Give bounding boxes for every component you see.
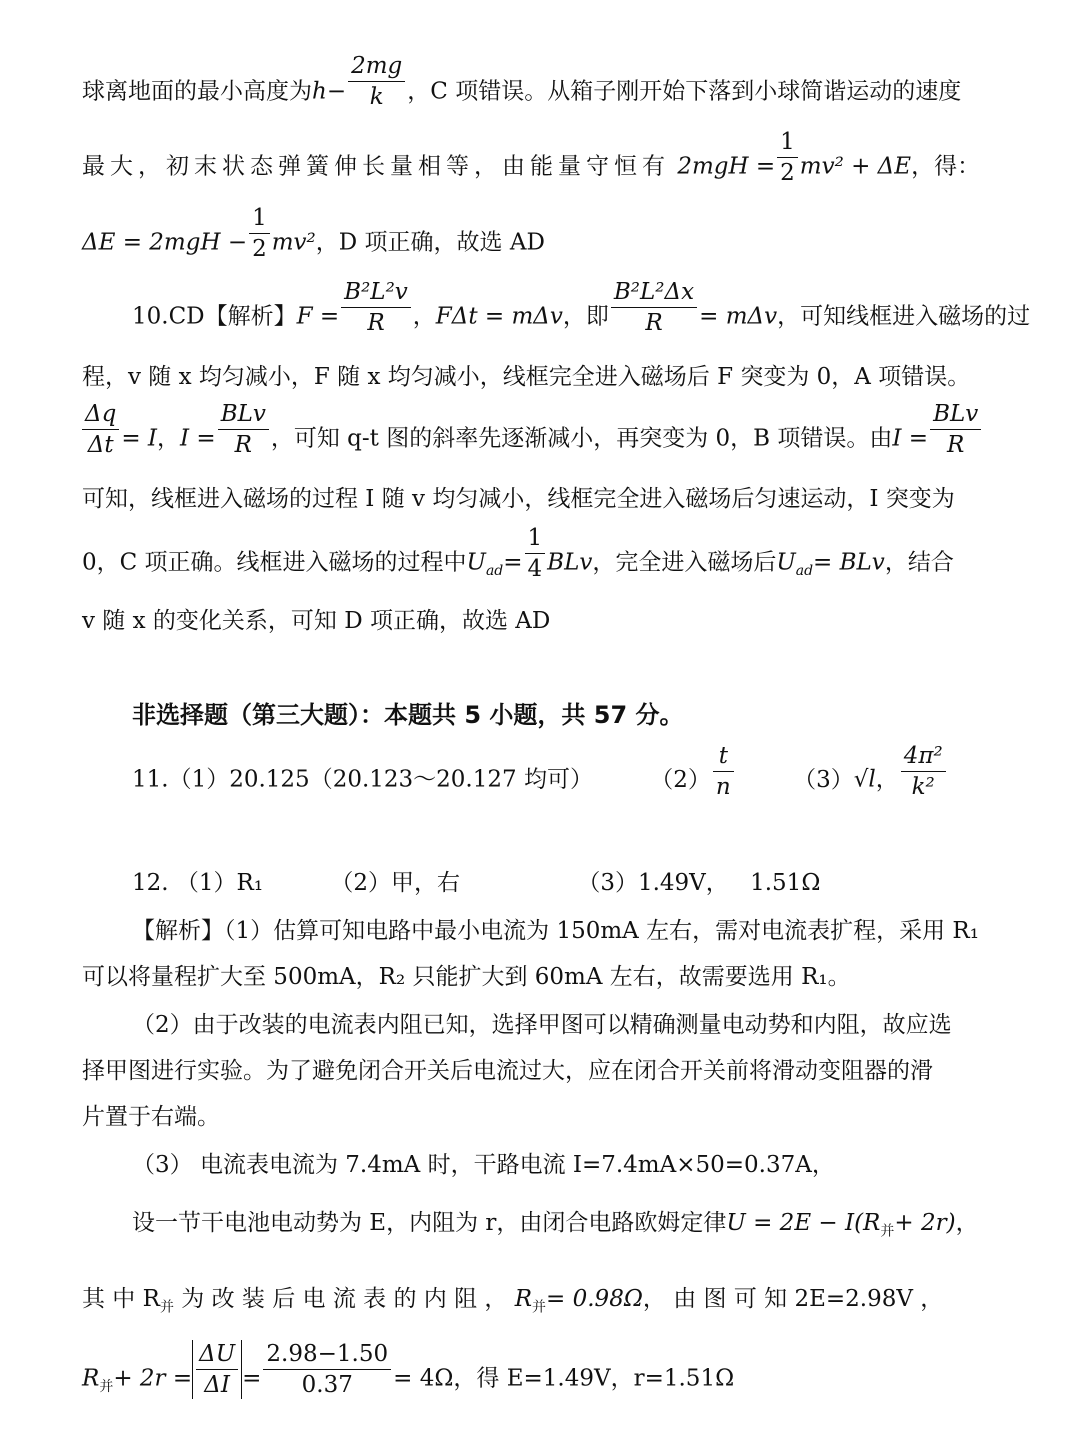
fraction: $\frac{\text{BLv}}{R}$ — [930, 400, 981, 459]
math: = BLv — [813, 549, 885, 576]
text-line-6: $\frac{\Delta q}{\Delta t}$ = I，I = $\frac{\text{BLv}}{R}$ ，可知 q-t 图的斜率先逐渐减小，再突变为 0，B 项错误。由I = $\frac{\text{BLv}}{R}$ — [82, 420, 1024, 459]
math: + 2r) — [894, 1210, 956, 1236]
text-line-5: 程，v 随 x 均匀减小，F 随 x 均匀减小，线框完全进入磁场后 F 突变为 0，A 项错误。 — [82, 364, 971, 390]
math: = 4Ω — [393, 1365, 454, 1392]
text: ，可知 q-t 图的斜率先逐渐减小，再突变为 0，B 项错误。由 — [270, 425, 893, 452]
text: 球离地面的最小高度为 — [82, 78, 312, 105]
math: U — [776, 549, 796, 576]
fraction: $\frac{\text{B²L²Δx}}{R}$ — [611, 278, 697, 337]
math: mv² — [271, 229, 316, 256]
math: BLv — [547, 549, 593, 576]
text: ，得 E=1.49V，r=1.51Ω — [453, 1365, 735, 1392]
text: 12. （1）R₁ — [132, 870, 264, 896]
text-line-8: 0，C 项正确。线框进入磁场的过程中$U_{ad}=$ $\frac{1}{4}$ BLv，完全进入磁场后$U_{ad}=$ BLv，结合 — [82, 525, 954, 582]
math: U = 2E − I(R — [726, 1210, 881, 1236]
fraction: $\frac{\text{BLv}}{R}$ — [218, 400, 269, 459]
math: + 2r = — [113, 1365, 193, 1392]
math: mv² + ΔE — [799, 153, 912, 180]
text-line-p3: （2）由于改装的电流表内阻已知，选择甲图可以精确测量电动势和内阻，故应选 — [132, 1012, 952, 1038]
text-line-p5: 片置于右端。 — [82, 1104, 220, 1130]
math: I = — [180, 425, 216, 452]
fraction: $\frac{\Delta q}{\Delta t}$ — [82, 400, 119, 459]
math: ΔE = 2mgH − — [82, 229, 248, 256]
text: 10.CD【解析】 — [132, 303, 297, 330]
text-line-p6: （3） 电流表电流为 7.4mA 时，干路电流 I=7.4mA×50=0.37A， — [132, 1152, 835, 1178]
fraction: $\frac{2mg}{k}$ — [348, 52, 405, 111]
math: R — [514, 1286, 533, 1312]
fraction: $\frac{1}{2}$ — [249, 204, 270, 263]
math: = I — [121, 425, 158, 452]
fraction: $\frac{2.98-1.50}{0.37}$ — [263, 1340, 391, 1399]
text-line-p8: 其 中 $R_并$ 为 改 装 后 电 流 表 的 内 阻 ， $R_并= 0.98\Omega$， 由 图 可 知 2E=2.98V ， — [82, 1286, 944, 1316]
absolute-value: $\frac{\Delta U}{\Delta I}$ — [192, 1340, 242, 1399]
text: 最大，初末状态弹簧伸长量相等，由能量守恒有 — [82, 153, 670, 180]
fraction: $\frac{t}{n}$ — [713, 742, 734, 801]
text-line-9: v 随 x 的变化关系，可知 D 项正确，故选 AD — [82, 608, 551, 634]
math: h — [312, 78, 327, 105]
text: 设一节干电池电动势为 E，内阻为 r，由闭合电路欧姆定律 — [132, 1210, 727, 1236]
text-line-1 — [82, 53, 1024, 111]
math: 2mgH = — [677, 153, 776, 180]
text-line-2 — [82, 129, 1024, 187]
text-line-p2: 可以将量程扩大至 500mA，R₂ 只能扩大到 60mA 左右，故需要选用 R₁。 — [82, 964, 851, 990]
fraction: $\frac{\text{B²L²v}}{R}$ — [341, 278, 411, 337]
math: = 0.98Ω — [546, 1286, 643, 1312]
math: R — [82, 1365, 100, 1392]
section-heading: 非选择题（第三大题）：本题共 5 小题，共 57 分。 — [132, 701, 684, 729]
text: 其 中 R — [82, 1286, 160, 1312]
text-line-p1: 【解析】（1）估算可知电路中最小电流为 150mA 左右，需对电流表扩程，采用 R₁ — [132, 918, 979, 944]
math: √l — [853, 766, 876, 793]
text-line-p7: 设一节干电池电动势为 E，内阻为 r，由闭合电路欧姆定律$U = 2E - I(R_并+ 2r)$， — [132, 1210, 979, 1240]
text: ，D 项正确，故选 AD — [315, 229, 545, 256]
fraction: $\frac{\text{4π²}}{\text{k²}}$ — [901, 742, 946, 801]
text-line-4: 10.CD【解析】F = $\frac{\text{B²L²v}}{R}$ ，FΔt = mΔv，即 $\frac{\text{B²L²Δx}}{R}$ = mΔv，可知线框进入磁场的过 — [132, 279, 1031, 336]
text: 11.（1）20.125（20.123～20.127 均可） — [132, 766, 593, 793]
text: ，完全进入磁场后 — [592, 549, 777, 576]
text: ，结合 — [884, 549, 954, 576]
text: ，C 项错误。从箱子刚开始下落到小球简谐运动的速度 — [407, 78, 962, 105]
text: ，得： — [911, 153, 981, 180]
math: FΔt = mΔv — [435, 303, 563, 330]
text: ，可知线框进入磁场的过 — [777, 303, 1031, 330]
math: − — [326, 78, 347, 105]
fraction: $\frac{1}{4}$ — [525, 524, 546, 583]
text-line-p4: 择甲图进行实验。为了避免闭合开关后电流过大，应在闭合开关前将滑动变阻器的滑 — [82, 1058, 933, 1084]
math: I = — [892, 425, 929, 452]
text-line-p9: $R_并+ 2r$ = $\frac{\Delta U}{\Delta I}$ = $\frac{2.98-1.50}{0.37}$ = 4Ω，得 E=1.49V，r=1.51Ω — [82, 1341, 735, 1398]
math: U — [466, 549, 486, 576]
text-line-3 — [82, 205, 1024, 263]
text-line-7: 可知，线框进入磁场的过程 I 随 v 均匀减小，线框完全进入磁场后匀速运动，I 突变为 — [82, 486, 955, 512]
answer-12: 12. （1）R₁ （2）甲，右 （3）1.49V， 1.51Ω — [132, 870, 821, 896]
math: F = — [296, 303, 340, 330]
answer-11: 11.（1）20.125（20.123～20.127 均可） （2） $\frac{t}{n}$ （3）√l， $\frac{\text{4π²}}{\text{k²}}$ — [132, 760, 1024, 801]
text: 0，C 项正确。线框进入磁场的过程中 — [82, 549, 467, 576]
math: = mΔv — [699, 303, 778, 330]
fraction: $\frac{1}{2}$ — [777, 128, 798, 187]
